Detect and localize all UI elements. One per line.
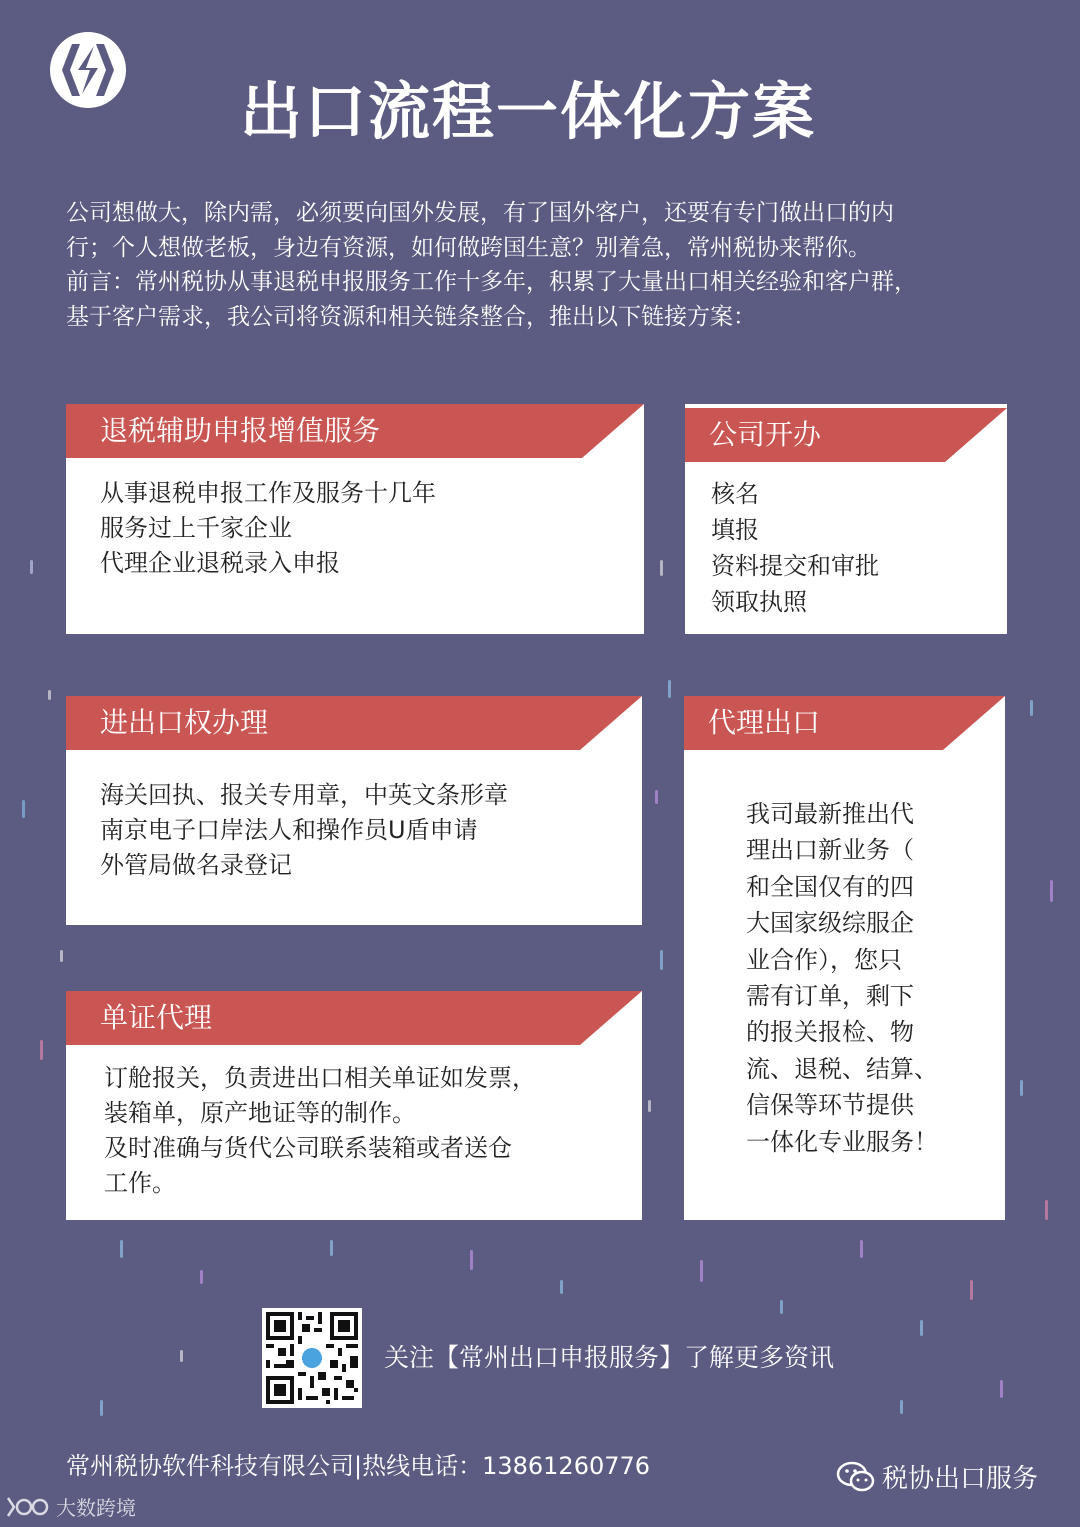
card-line: 流、退税、结算、 bbox=[746, 1054, 938, 1083]
card-line: 和全国仅有的四 bbox=[746, 872, 914, 901]
card-line: 工作。 bbox=[104, 1169, 176, 1197]
card-line: 我司最新推出代 bbox=[746, 800, 914, 828]
card-line: 大国家级综服企 bbox=[746, 909, 914, 938]
card-agency-export bbox=[684, 696, 1005, 1220]
card-header bbox=[66, 404, 582, 458]
card-line: 代理企业退税录入申报 bbox=[100, 549, 340, 577]
card-line: 南京电子口岸法人和操作员U盾申请 bbox=[100, 816, 478, 844]
card-tax-refund bbox=[66, 404, 644, 634]
wechat-icon bbox=[836, 1460, 876, 1494]
card-line: 领取执照 bbox=[711, 588, 807, 616]
card-title: 公司开办 bbox=[709, 418, 822, 451]
logo-icon bbox=[48, 30, 128, 110]
card-document-agency bbox=[66, 991, 642, 1220]
watermark-text: 大数跨境 bbox=[56, 1496, 136, 1520]
card-title: 退税辅助申报增值服务 bbox=[100, 414, 381, 447]
card-line: 装箱单，原产地证等的制作。 bbox=[104, 1099, 416, 1127]
watermark-logo-icon bbox=[6, 1494, 52, 1520]
page-title: 出口流程一体化方案 bbox=[240, 75, 817, 148]
card-header bbox=[685, 408, 945, 462]
intro-line: 公司想做大，除内需，必须要向国外发展，有了国外客户，还要有专门做出口的内 bbox=[66, 200, 894, 226]
card-line: 服务过上千家企业 bbox=[100, 514, 292, 542]
card-line: 的报关报检、物 bbox=[746, 1018, 914, 1047]
watermark bbox=[6, 1492, 136, 1521]
card-body bbox=[104, 1061, 536, 1201]
intro-line: 前言：常州税协从事退税申报服务工作十多年，积累了大量出口相关经验和客户群， bbox=[66, 269, 917, 295]
card-company-setup bbox=[685, 404, 1007, 634]
card-line: 资料提交和审批 bbox=[711, 552, 879, 580]
intro-paragraph bbox=[66, 196, 1036, 334]
intro-line: 行；个人想做老板，身边有资源，如何做跨国生意？别着急，常州税协来帮你。 bbox=[66, 234, 871, 261]
card-body bbox=[100, 476, 436, 581]
card-line: 需有订单，剩下 bbox=[746, 982, 914, 1011]
card-line: 从事退税申报工作及服务十几年 bbox=[100, 479, 436, 507]
wechat-account bbox=[836, 1458, 1038, 1495]
card-line: 订舱报关，负责进出口相关单证如发票， bbox=[104, 1064, 536, 1092]
follow-text: 关注【常州出口申报服务】了解更多资讯 bbox=[384, 1343, 835, 1372]
card-body bbox=[746, 796, 938, 1160]
card-title: 代理出口 bbox=[708, 706, 821, 739]
card-header bbox=[66, 696, 580, 750]
wechat-account-name: 税协出口服务 bbox=[882, 1464, 1039, 1494]
footer-company: 常州税协软件科技有限公司|热线电话：13861260776 bbox=[66, 1452, 651, 1480]
card-body bbox=[100, 778, 508, 883]
intro-line: 基于客户需求，我公司将资源和相关链条整合，推出以下链接方案： bbox=[66, 303, 756, 330]
qr-code-icon[interactable] bbox=[262, 1308, 362, 1408]
card-line: 核名 bbox=[711, 480, 759, 508]
card-line: 填报 bbox=[711, 516, 759, 544]
card-import-export-rights bbox=[66, 696, 642, 925]
card-line: 外管局做名录登记 bbox=[100, 851, 292, 879]
card-line: 业合作），您只 bbox=[746, 945, 902, 974]
card-line: 理出口新业务（ bbox=[746, 836, 914, 865]
card-header bbox=[684, 696, 943, 750]
card-body bbox=[711, 476, 879, 620]
card-title: 单证代理 bbox=[100, 1001, 213, 1034]
card-header bbox=[66, 991, 580, 1045]
card-title: 进出口权办理 bbox=[100, 706, 269, 739]
card-line: 信保等环节提供 bbox=[746, 1091, 914, 1120]
card-line: 一体化专业服务！ bbox=[746, 1127, 938, 1156]
card-line: 及时准确与货代公司联系装箱或者送仓 bbox=[104, 1134, 512, 1162]
card-line: 海关回执、报关专用章，中英文条形章 bbox=[100, 781, 508, 809]
